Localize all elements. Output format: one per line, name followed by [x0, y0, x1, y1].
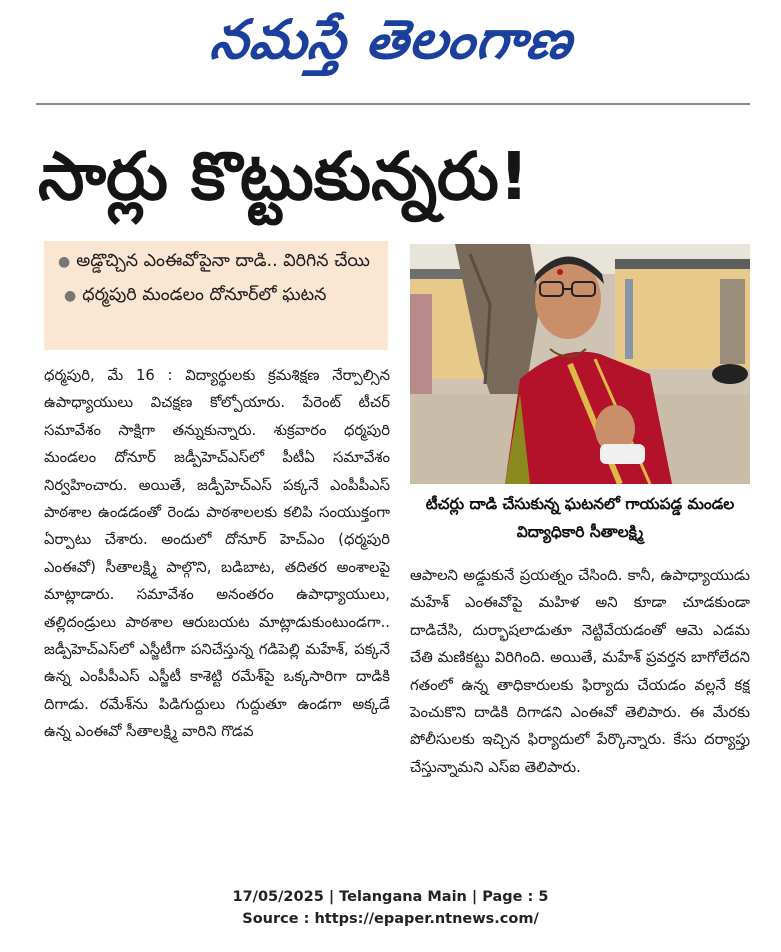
footer-date-line: 17/05/2025 | Telangana Main | Page : 5	[232, 889, 549, 905]
masthead	[0, 2, 781, 90]
bullet-icon: ●	[64, 288, 77, 304]
masthead-divider	[36, 103, 750, 105]
photo-caption: టీచర్లు దాడి చేసుకున్న ఘటనలో గాయపడ్డ మండల విద్యాధికారి సీతాలక్ష్మి	[425, 495, 735, 541]
kicker-point-1: అడ్డొచ్చిన ఎంఈవోపైనా దాడి.. విరిగిన చేయి	[76, 251, 370, 271]
article-column-1: ధర్మపురి, మే 16 : విద్యార్థులకు క్రమశిక్షణ నేర్పాల్సిన ఉపాధ్యాయులు విచక్షణ కోల్పోయారు. పేరెంట్ టీచర్ సమావేశం సాక్షిగా తన్నుకున్నారు. శుక్రవారం ధర్మపురి మండలం దోనూర్ జడ్పీహెచ్ఎస్‌లో పీటీఏ సమావేశం నిర్వహించారు. అయితే, జడ్పీహెచ్ఎస్ పక్కనే ఎంపీపీఎస్ పాఠశాల ఉండడంతో రెండు పాఠశాలలకు కలిపి సంయుక్తంగా ఏర్పాటు చేశారు. అందులో దోనూర్ హెచ్ఎం (ధర్మపురి ఎంఈవో) సీతాలక్ష్మి పాల్గొని, బడిబాట, తదితర అంశాలపై మాట్లాడారు. సమావేశం అనంతరం ఉపాధ్యాయులు, తల్లిదండ్రులు పాఠశాల ఆరుబయట మాట్లాడుకుంటుండగా.. జడ్పీహెచ్ఎస్‌లో ఎస్జీటీగా పనిచేస్తున్న గడిపెల్లి మహేశ్, పక్కనే ఉన్న ఎంపీపీఎస్ ఎస్జీటీ కాశెట్టి రమేశ్‌పై ఒక్కసారిగా దాడికి దిగాడు. రమేశ్‌ను పిడిగుద్దులు గుద్దుతూ ఉండగా అక్కడే ఉన్న ఎంఈవో సీతాలక్ష్మి వారిని గొడవ	[44, 367, 390, 741]
bullet-icon: ●	[58, 254, 71, 270]
kicker-point-2: ధర్మపురి మండలం దోనూర్‌లో ఘటన	[82, 285, 327, 305]
headline: సార్లు కొట్టుకున్నరు!	[38, 138, 529, 215]
news-photo	[410, 244, 750, 484]
newspaper-title: నమస్తే తెలంగాణ	[207, 7, 576, 71]
footer-source-line: Source : https://epaper.ntnews.com/	[242, 911, 539, 927]
kicker-box	[44, 241, 388, 350]
article-column-2: ఆపాలని అడ్డుకునే ప్రయత్నం చేసింది. కానీ, ఉపాధ్యాయుడు మహేశ్ ఎంఈవోపై మహిళ అని కూడా చూడకుండా దాడిచేసి, దుర్భాషలాడుతూ నెట్టివేయడంతో ఆమె ఎడమ చేతి మణికట్టు విరిగింది. అయితే, మహేశ్ ప్రవర్తన బాగోలేదని గతంలో ఉన్న తాధికారులకు ఫిర్యాదు చేయడం వల్లనే కక్ష పెంచుకొని దాడికి దిగాడని ఎంఈవో తెలిపారు. ఈ మేరకు పోలీసులకు ఇచ్చిన ఫిర్యాదులో పేర్కొన్నారు. కేసు దర్యాప్తు చేస్తున్నామని ఎస్ఐ తెలిపారు.	[410, 567, 750, 776]
woman-portrait-photo	[410, 244, 750, 484]
